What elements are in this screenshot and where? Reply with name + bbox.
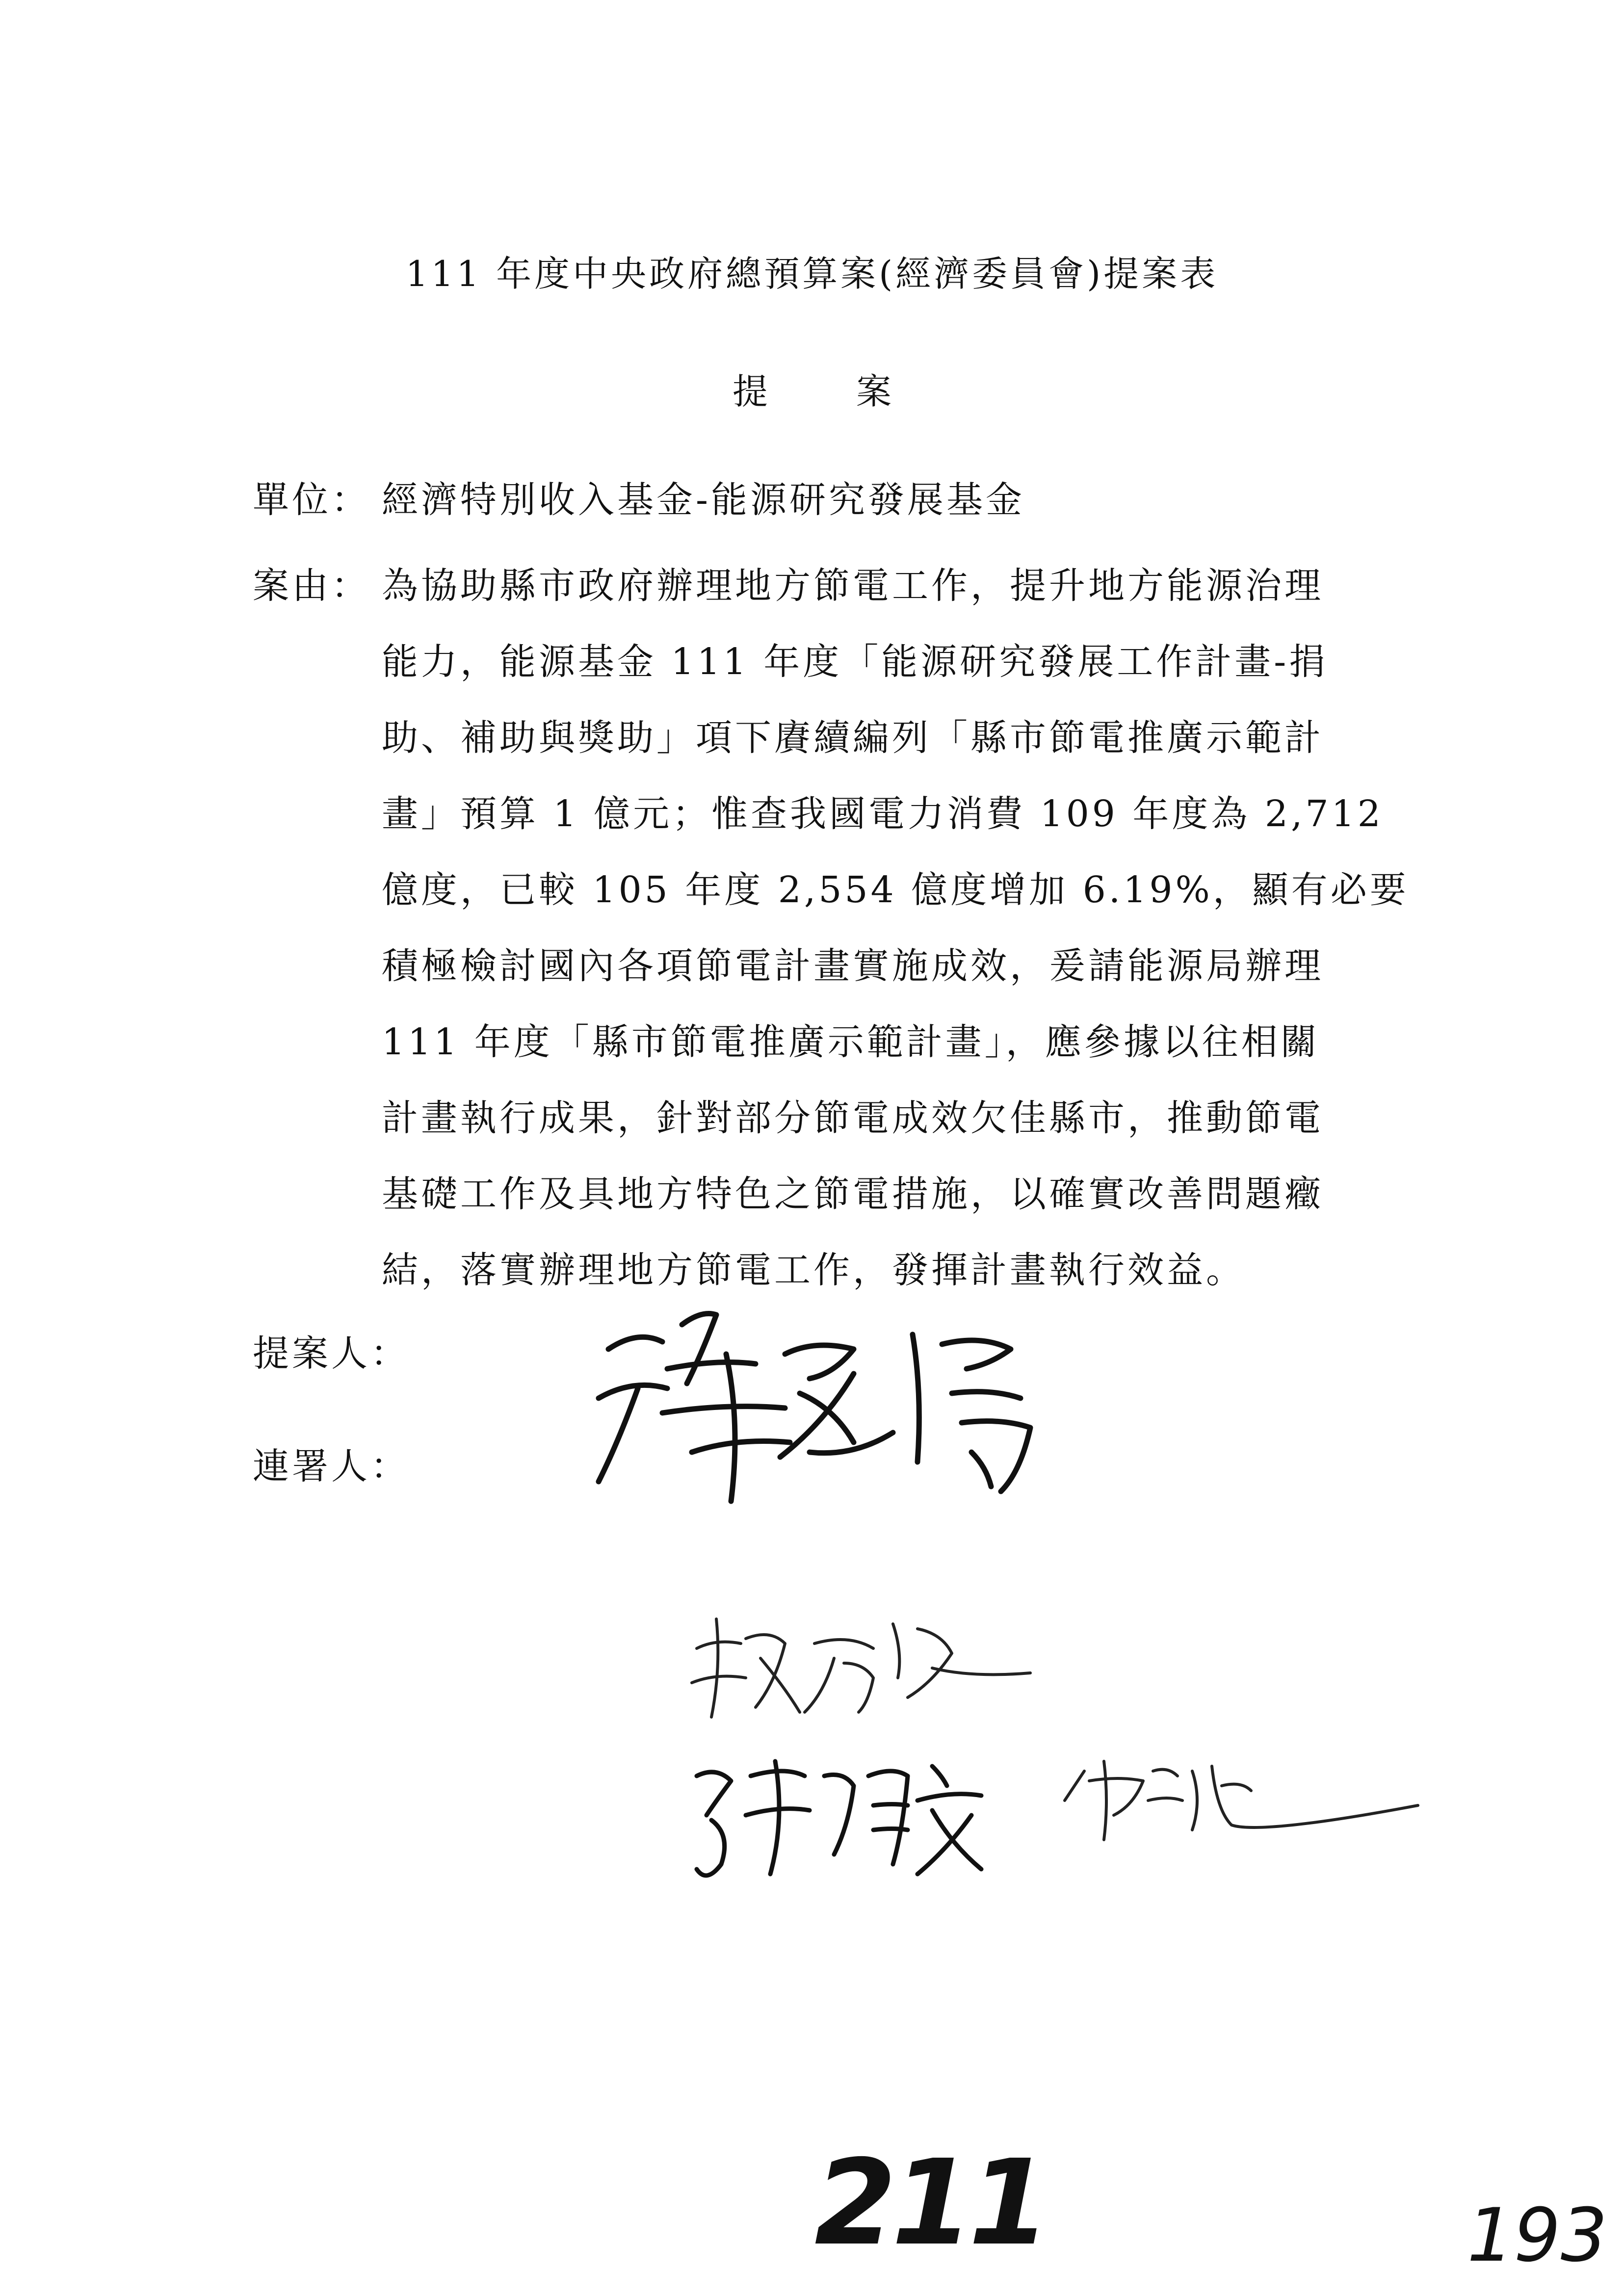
reason-label: 案由： — [253, 565, 370, 607]
reason-line: 畫」預算 1 億元；惟查我國電力消費 109 年度為 2,712 — [382, 793, 1384, 835]
reason-line: 計畫執行成果，針對部分節電成效欠佳縣市，推動節電 — [382, 1097, 1324, 1139]
reason-line: 助、補助與獎助」項下賡續編列「縣市節電推廣示範計 — [382, 717, 1324, 759]
unit-label: 單位： — [253, 479, 370, 521]
unit-value: 經濟特別收入基金-能源研究發展基金 — [382, 479, 1025, 521]
page-number: 211 — [814, 2134, 1046, 2271]
reason-line: 為協助縣市政府辦理地方節電工作，提升地方能源治理 — [382, 565, 1324, 607]
proposer-signature — [579, 1295, 1070, 1550]
reason-line: 億度，已較 105 年度 2,554 億度增加 6.19%，顯有必要 — [382, 869, 1409, 911]
proposer-label: 提案人： — [253, 1332, 410, 1375]
reason-line: 結，落實辦理地方節電工作，發揮計畫執行效益。 — [382, 1249, 1245, 1291]
cosigner-signature — [687, 1747, 991, 1894]
reason-line: 能力，能源基金 111 年度「能源研究發展工作計畫-捐 — [382, 641, 1329, 683]
reason-line: 基礎工作及具地方特色之節電措施，以確實改善問題癥 — [382, 1173, 1324, 1215]
side-number: 193 — [1467, 2193, 1608, 2278]
cosigner-signature — [687, 1609, 1050, 1737]
page-subtitle: 提案 — [732, 371, 980, 412]
reason-line: 積極檢討國內各項節電計畫實施成效，爰請能源局辦理 — [382, 945, 1324, 987]
reason-line: 111 年度「縣市節電推廣示範計畫」，應參據以往相關 — [382, 1021, 1320, 1063]
cosigner-label: 連署人： — [253, 1445, 410, 1487]
page-title: 111 年度中央政府總預算案(經濟委員會)提案表 — [405, 253, 1219, 294]
cosigner-signature — [1055, 1742, 1428, 1850]
